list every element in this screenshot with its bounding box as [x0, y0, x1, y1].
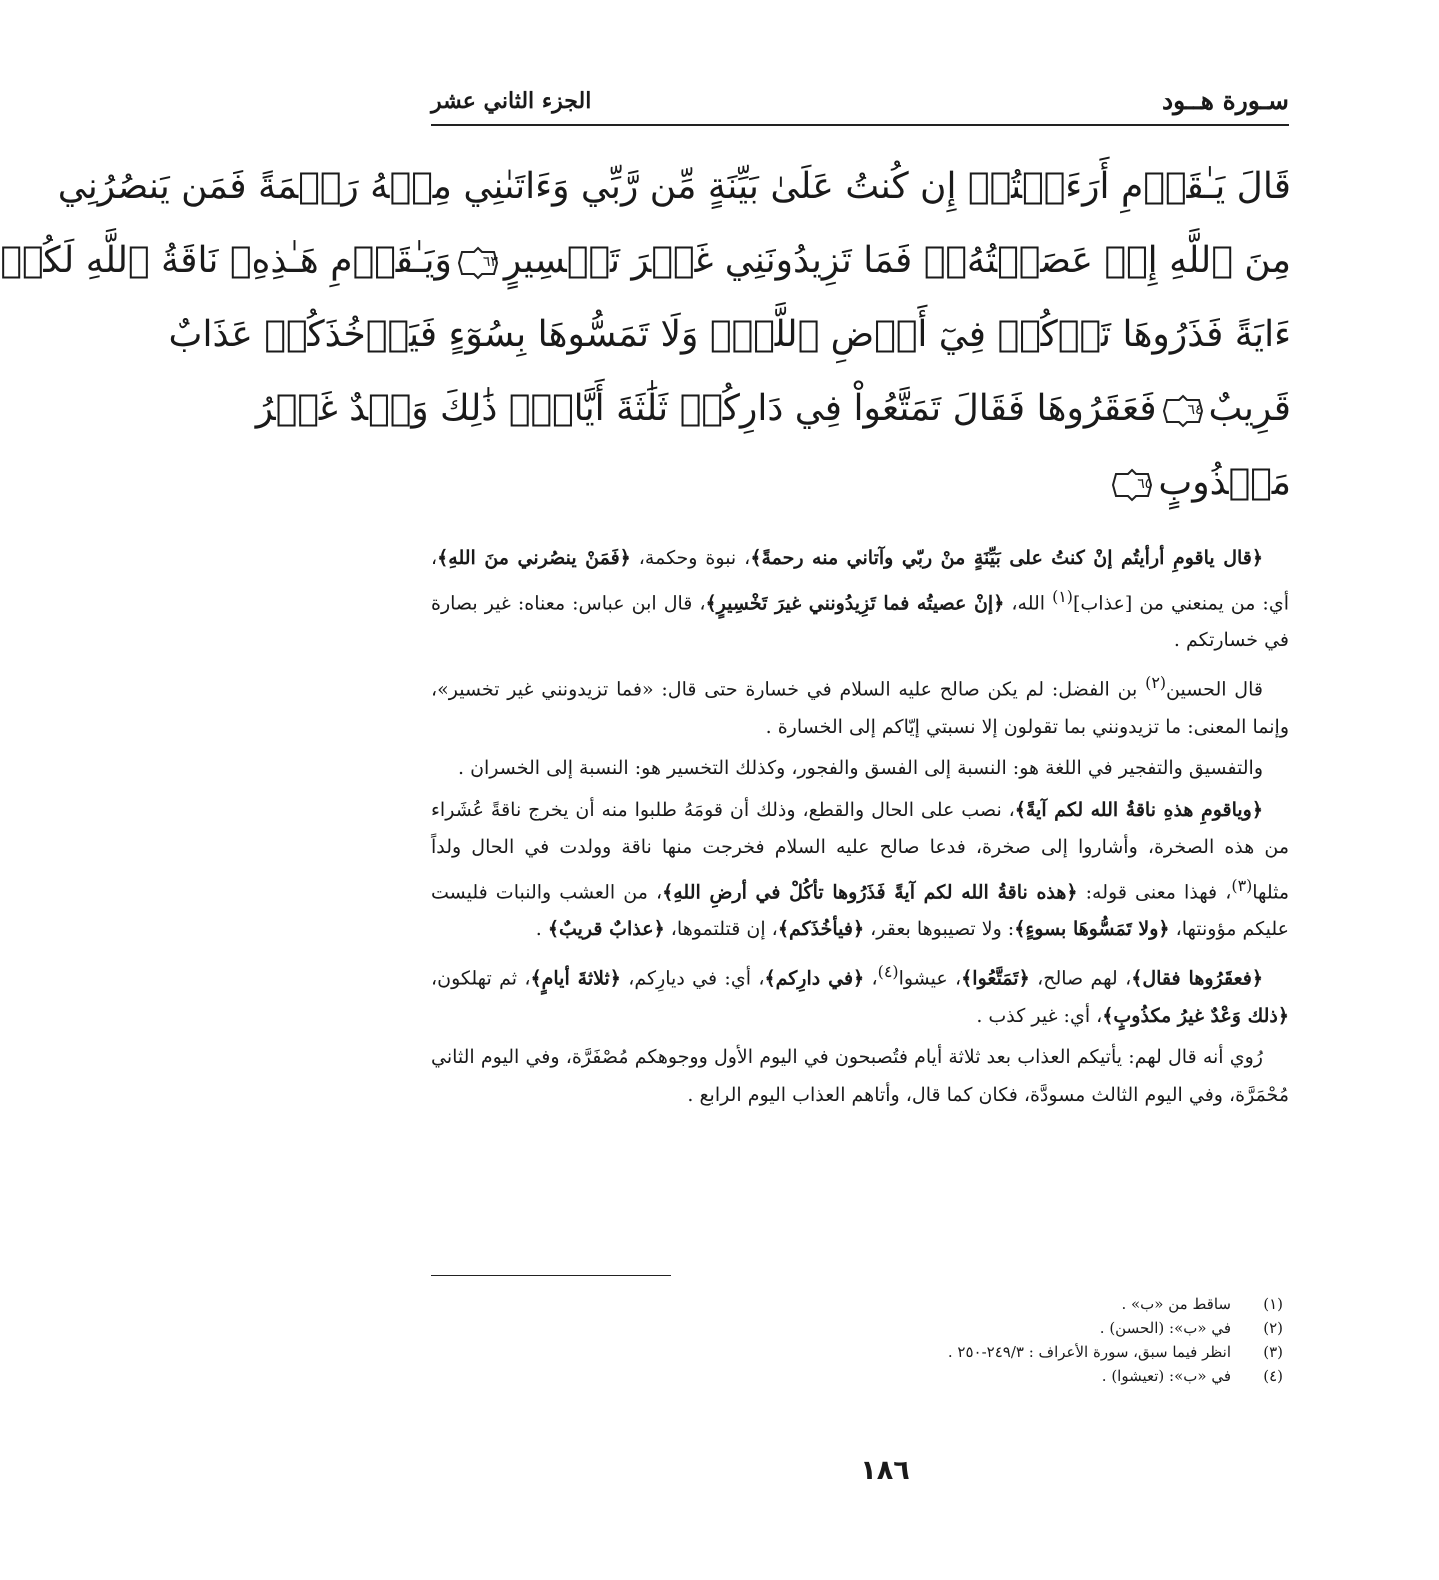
quote-highlight: ﴿في دارِكم﴾ — [764, 967, 865, 990]
footnote-number: (٤) — [1263, 1367, 1283, 1385]
commentary-paragraph — [431, 664, 1289, 746]
quran-verse-text: ءَايَةً فَذَرُوهَا تَأۡكُلۡ فِيٓ أَرۡضِ ٱللَّهِۖ وَلَا تَمَسُّوهَا بِسُوٓءٍ فَيَأۡخُذَكُمۡ عَذَابٌ — [168, 314, 1291, 355]
quote-highlight: ﴿عذابٌ قريبٌ﴾ — [547, 918, 665, 941]
quran-line — [168, 298, 1291, 372]
quote-highlight: ﴿ثلاثةَ أيامٍ﴾ — [530, 967, 621, 990]
footnote-item — [531, 1316, 1283, 1340]
quran-verse-text: مِنَ ٱللَّهِ إِنۡ عَصَيۡتُهُۥۖ فَمَا تَزِيدُونَنِي غَيۡرَ تَخۡسِيرٍ — [503, 240, 1291, 281]
ayah-marker-icon — [458, 247, 498, 279]
ayah-number: ٦٣ — [482, 254, 498, 270]
footnote-ref[interactable]: (٣) — [1231, 875, 1253, 895]
juz-title: الجزء الثاني عشر — [431, 88, 592, 114]
quran-line — [0, 224, 1291, 298]
quote-highlight: ﴿فعقَرُوها فقال﴾ — [1131, 967, 1264, 990]
ayah-marker-icon — [1112, 469, 1152, 501]
commentary-text: ، قال ابن عباس: معناه: غير بصارة في خسارتكم . — [431, 591, 1289, 652]
commentary-paragraph: رُوي أنه قال لهم: يأتيكم العذاب بعد ثلاثة أيام فتُصبحون في اليوم الأول ووجوهكم مُصْفَرَّة، وفي اليوم الثاني مُحْمَرَّة، وفي اليوم الثالث مسودَّة، فكان كما قال، وأتاهم العذاب اليوم الرابع . — [431, 1046, 1289, 1106]
footnote-ref[interactable]: (١) — [1052, 586, 1073, 606]
quran-verse-text: قَرِيبٌ — [1208, 388, 1291, 429]
commentary-text: الله، — [1004, 591, 1053, 614]
quran-verse-text: وَيَـٰقَوۡمِ هَـٰذِهِۦ نَاقَةُ ٱللَّهِ لَكُمۡ — [0, 240, 452, 281]
commentary-text: ، ثم تهلكون، — [431, 967, 531, 990]
tafsir-commentary — [431, 540, 1289, 1118]
footnote-number: (٣) — [1263, 1343, 1283, 1361]
footnote-item — [531, 1340, 1283, 1364]
ayah-number: ٦٤ — [1187, 402, 1203, 418]
quote-highlight: ﴿وياقومِ هذهِ ناقةُ الله لكم آيةً﴾ — [1014, 798, 1263, 821]
commentary-paragraph — [431, 953, 1289, 1035]
commentary-text: ، — [864, 967, 878, 990]
quote-highlight: ﴿هذه ناقةُ الله لكم آيةً فَذَرُوها تأكُلْ في أرضِ اللهِ﴾ — [662, 880, 1078, 903]
footnote-number: (٢) — [1263, 1319, 1283, 1337]
commentary-text: قال الحسين — [1166, 678, 1263, 701]
commentary-text: ، من العشب والنبات فليست عليكم مؤونتها، — [431, 880, 1289, 941]
commentary-text: ، نصب على الحال والقطع، وذلك أن قومَهُ طلبوا منه أن يخرج ناقةً عُشَراء من هذه الصخرة، وأشاروا إلى صخرة، فدعا صالح عليه السلام فخرجت منها ناقة وولدت في الحال ولداً مثلها — [431, 798, 1290, 903]
commentary-text: بن الفضل: لم يكن صالح عليه السلام في خسارة حتى قال: «فما تزيدونني غير تخسير»، وإنما المعنى: ما تزيدونني بما تقولون إلا نسبتي إيّاكم إلى الخسارة . — [431, 678, 1289, 738]
commentary-paragraph — [431, 792, 1289, 949]
ayah-marker-icon — [1163, 395, 1203, 427]
footnote-number: (١) — [1263, 1295, 1283, 1313]
footnote-item — [531, 1292, 1283, 1316]
commentary-text: ، لهم صالح، — [1029, 967, 1132, 990]
commentary-text: ، إن قتلتموها، — [664, 918, 778, 941]
quran-verse-text: قَالَ يَـٰقَوۡمِ أَرَءَيۡتُمۡ إِن كُنتُ عَلَىٰ بَيِّنَةٍ مِّن رَّبِّي وَءَاتَىٰنِي مِنۡهُ رَحۡمَةً فَمَن يَنصُرُنِي — [57, 166, 1291, 207]
quote-highlight: ﴿ولا تَمَسُّوهَا بسوءٍ﴾ — [1014, 918, 1170, 941]
quote-highlight: ﴿إنْ عصيتُه فما تَزِيدُونني غيرَ تَخْسِيرٍ﴾ — [705, 591, 1005, 614]
footnotes — [531, 1292, 1283, 1388]
commentary-text: ، أي: من يمنعني من [عذاب] — [431, 547, 1289, 614]
commentary-paragraph: والتفسيق والتفجير في اللغة هو: النسبة إلى الفسق والفجور، وكذلك التخسير هو: النسبة إلى الخسران . — [457, 757, 1263, 780]
footnote-divider — [431, 1275, 671, 1276]
footnote-text: ساقط من «ب» . — [1121, 1295, 1231, 1313]
quran-verse-text: مَكۡذُوبٍ — [1158, 462, 1291, 503]
quote-highlight: ﴿ذلك وَعْدٌ غيرُ مكذُوبٍ﴾ — [1102, 1004, 1289, 1027]
quote-highlight: ﴿فَمَنْ ينصُرني منَ اللهِ﴾ — [437, 547, 631, 569]
quran-line — [426, 446, 1291, 520]
footnote-ref[interactable]: (٢) — [1145, 672, 1167, 692]
ayah-number: ٦٥ — [1137, 476, 1153, 492]
running-header — [431, 82, 1289, 126]
commentary-text: ، فهذا معنى قوله: — [1077, 880, 1232, 903]
commentary-paragraph — [431, 540, 1289, 660]
commentary-text: . — [535, 918, 548, 941]
quote-highlight: ﴿تَمَتَّعُوا﴾ — [961, 967, 1030, 990]
commentary-text: ، نبوة وحكمة، — [630, 547, 751, 569]
footnote-text: انظر فيما سبق، سورة الأعراف : ٢٤٩/٣-٢٥٠ . — [947, 1343, 1231, 1361]
quran-text-block — [0, 150, 1291, 520]
footnote-text: في «ب»: (الحسن) . — [1099, 1319, 1231, 1337]
quote-highlight: ﴿فيأخُذَكم﴾ — [777, 918, 865, 941]
quote-highlight: ﴿قال ياقومِ أرأيتُم إنْ كنتُ على بَيِّنَةٍ منْ ربّي وآتاني منه رحمةً﴾ — [750, 547, 1264, 569]
quran-line — [255, 372, 1291, 446]
quran-verse-text: فَعَقَرُوهَا فَقَالَ تَمَتَّعُواْ فِي دَارِكُمۡ ثَلَٰثَةَ أَيَّامٍۖ ذَٰلِكَ وَعۡدٌ غَيۡرُ — [255, 388, 1157, 429]
commentary-text: ، أي: غير كذب . — [976, 1004, 1103, 1027]
page-number: ١٨٦ — [860, 1455, 910, 1486]
commentary-text: ، أي: في ديارِكم، — [620, 967, 765, 990]
footnote-text: في «ب»: (تعيشوا) . — [1101, 1367, 1231, 1385]
footnote-ref[interactable]: (٤) — [877, 961, 899, 981]
commentary-text: ، عيشوا — [898, 967, 962, 990]
commentary-text: : ولا تصيبوها بعقر، — [864, 918, 1015, 941]
footnote-item — [531, 1364, 1283, 1388]
quran-line — [57, 150, 1291, 224]
surah-title: سـورة هــود — [1162, 86, 1289, 115]
